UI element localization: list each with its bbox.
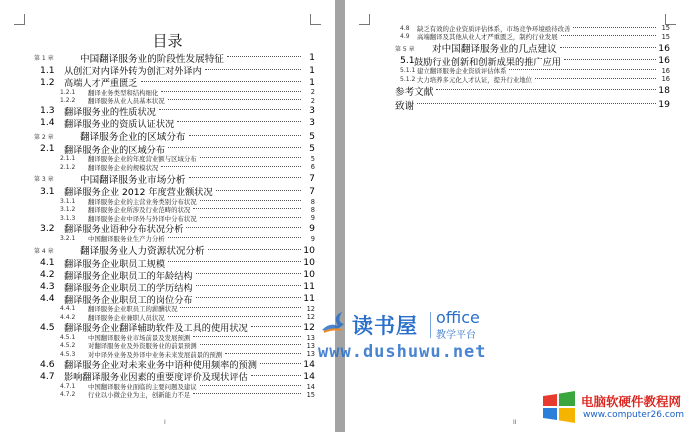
toc-dot-leader (200, 385, 301, 386)
toc-dot-leader (189, 177, 301, 178)
toc-page-number: 12 (306, 304, 315, 313)
toc-entry-number: 2.1 (40, 143, 55, 155)
toc-dot-leader (186, 227, 301, 228)
toc-entry-title: 翻译服务企业职员工的学历结构 (64, 282, 193, 294)
toc-dot-leader (417, 103, 656, 104)
toc-dot-leader (560, 47, 656, 48)
page-number-left: I (164, 419, 166, 426)
toc-entry[interactable] (0, 185, 335, 197)
toc-dot-leader (200, 217, 301, 218)
toc-dot-leader (227, 56, 301, 57)
windows-logo-icon (541, 390, 577, 424)
toc-dot-leader (161, 166, 301, 167)
toc-entry-title: 翻译服务企业中译外与外译中分布状况 (88, 214, 197, 223)
toc-dot-leader (509, 69, 656, 70)
toc-entry-number: 第 3 章 (34, 176, 54, 184)
toc-page-number: 16 (661, 66, 670, 75)
toc-entry[interactable] (0, 222, 335, 234)
toc-entry-title: 翻译服务企业职员工的岗位分布 (64, 294, 193, 306)
toc-entry-number: 3.2.1 (60, 235, 76, 243)
toc-entry-title: 翻译服务业的资质认证状况 (64, 118, 175, 130)
toc-entry[interactable] (0, 76, 335, 88)
toc-page-number: 6 (310, 163, 315, 172)
toc-dot-leader (193, 393, 301, 394)
toc-dot-leader (200, 200, 301, 201)
toc-dot-leader (260, 363, 301, 364)
toc-entry-title: 对翻译服务业及外资服务业的前景预测 (88, 342, 197, 351)
toc-dot-leader (168, 261, 301, 262)
toc-page-number: 7 (309, 185, 315, 197)
toc-entry-number: 1.1 (40, 64, 55, 76)
toc-entry-title: 翻译服务企业的规模状况 (88, 163, 159, 172)
toc-entry-number: 3.1.2 (60, 206, 76, 214)
toc-entry-number: 第 5 章 (395, 45, 415, 53)
toc-entry-title: 参考文献 (395, 86, 434, 98)
toc-page-number: 5 (310, 154, 315, 163)
toc-dot-leader (196, 297, 301, 298)
toc-page-number: 9 (309, 222, 315, 234)
toc-entry-title: 翻译服务企业职员工的薪酬状况 (88, 305, 178, 314)
toc-entry-number: 5.1.1 (400, 67, 416, 75)
toc-page-number: 15 (661, 24, 670, 33)
toc-title: 目录 (152, 32, 183, 50)
toc-page-number: 3 (309, 117, 315, 129)
toc-dot-leader (193, 336, 301, 337)
brand-badge (539, 384, 690, 432)
toc-page-number: 10 (303, 244, 315, 256)
toc-page-number: 18 (658, 85, 670, 97)
toc-entry-title: 高端人才严重匮乏 (64, 78, 138, 89)
toc-page-number: 16 (661, 75, 670, 84)
toc-entry-number: 4.6 (40, 358, 55, 370)
toc-entry-title: 中国翻译服务业市场分析 (80, 174, 186, 186)
toc-entry-number: 4.7.2 (60, 391, 76, 399)
toc-entry-number: 4.8 (400, 24, 410, 32)
toc-entry[interactable] (0, 370, 335, 382)
toc-page-number: 14 (303, 370, 315, 382)
toc-entry-number: 3.1.3 (60, 214, 76, 222)
toc-entry-number: 4.1 (40, 257, 55, 269)
toc-entry-title: 高端翻译及其他从业人才严重匮乏，制约行业发展 (417, 33, 558, 42)
toc-entry-number: 4.9 (400, 33, 410, 41)
toc-entry-number: 4.5.3 (60, 350, 76, 358)
toc-dot-leader (564, 59, 656, 60)
toc-page-number: 3 (309, 105, 315, 117)
toc-entry-title: 中国翻译服务业生产力分析 (88, 235, 165, 244)
toc-entry-title: 对中国翻译服务业的几点建议 (432, 44, 557, 56)
toc-dot-leader (196, 273, 301, 274)
toc-page-number: 14 (303, 358, 315, 370)
watermark-url: www.dushuwu.net (318, 342, 487, 362)
toc-list-right (345, 24, 690, 111)
toc-entry[interactable] (0, 234, 335, 242)
toc-entry-number: 1.4 (40, 117, 55, 129)
toc-entry[interactable] (345, 55, 690, 67)
toc-page-number: 19 (658, 99, 670, 111)
toc-entry-number: 4.7.1 (60, 383, 76, 391)
toc-entry-number: 1.2.2 (60, 97, 76, 105)
brand-name: 电脑软硬件教程网 (581, 394, 682, 409)
toc-page-number: 8 (310, 197, 315, 206)
toc-entry-title: 翻译服务企业翻译辅助软件及工具的使用状况 (64, 323, 248, 335)
toc-entry[interactable] (0, 163, 335, 171)
toc-page-number: 11 (303, 281, 315, 293)
toc-entry-title: 翻译服务企业的年度营业额与区域分布 (88, 155, 197, 164)
toc-dot-leader (200, 344, 301, 345)
toc-page-number: 11 (303, 293, 315, 305)
toc-dot-leader (561, 35, 656, 36)
toc-page-number: 16 (658, 42, 670, 54)
toc-entry-number: 1.2.1 (60, 88, 76, 96)
toc-page-number: 13 (306, 333, 315, 342)
toc-dot-leader (168, 147, 301, 148)
toc-entry-number: 4.5.1 (60, 334, 76, 342)
page-number-right: II (513, 419, 517, 426)
toc-page-number: 2 (310, 88, 315, 97)
brand-url: www.computer26.com (583, 410, 685, 420)
toc-page-number: 14 (306, 382, 315, 391)
toc-chapter-entry[interactable] (345, 98, 690, 111)
toc-entry-number: 4.5 (40, 321, 55, 333)
toc-page-number: 12 (303, 321, 315, 333)
toc-entry[interactable] (0, 143, 335, 155)
toc-entry-title: 翻译服务企业对未来业务中语种使用频率的预测 (64, 360, 257, 372)
toc-page-number: 10 (303, 269, 315, 281)
toc-entry-title: 致谢 (395, 100, 415, 112)
toc-chapter-entry[interactable] (345, 84, 690, 97)
toc-dot-leader (205, 69, 301, 70)
toc-dot-leader (436, 89, 656, 90)
toc-entry-number: 3.2 (40, 222, 55, 234)
toc-entry-number: 4.2 (40, 269, 55, 281)
toc-entry-title: 翻译服务企业的区域分布 (80, 132, 186, 144)
document-page-left (0, 0, 335, 432)
toc-entry-number: 第 1 章 (34, 55, 54, 62)
toc-entry-number: 5.1.2 (400, 75, 416, 83)
toc-entry-title: 翻译服务企业职员工规模 (64, 258, 166, 270)
toc-entry-title: 翻译服务企业的区域分布 (64, 144, 166, 156)
toc-entry-number: 1.3 (40, 105, 55, 117)
crop-mark-top-right (310, 14, 321, 25)
toc-page-number: 15 (306, 390, 315, 399)
toc-entry-number: 第 4 章 (34, 247, 54, 255)
toc-dot-leader (168, 99, 301, 100)
toc-dot-leader (196, 285, 301, 286)
toc-dot-leader (168, 237, 301, 238)
toc-page-number: 10 (303, 257, 315, 269)
toc-page-number: 5 (309, 130, 315, 142)
watermark-subtitle: 教学平台 (436, 330, 476, 341)
toc-entry-title: 翻译服务从业人员基本状况 (88, 97, 165, 106)
toc-dot-leader (180, 307, 301, 308)
document-page-right (345, 0, 690, 432)
toc-entry-title: 缺乏有效的企业资质评估体系，市场竞争环境亟待改善 (417, 24, 571, 33)
toc-dot-leader (535, 78, 656, 79)
toc-entry-number: 4.5.2 (60, 342, 76, 350)
toc-page-number: 1 (309, 52, 315, 63)
toc-dot-leader (177, 121, 301, 122)
toc-entry-title: 翻译服务业的性质状况 (64, 106, 156, 118)
toc-page-number: 13 (306, 350, 315, 359)
toc-entry-number: 4.4 (40, 293, 55, 305)
toc-entry-number: 1.2 (40, 76, 55, 88)
toc-dot-leader (251, 375, 301, 376)
toc-entry-number: 3.1.1 (60, 198, 76, 206)
toc-dot-leader (216, 190, 301, 191)
toc-entry-title: 中国翻译服务业面临的主要问题及建议 (88, 383, 197, 392)
toc-entry-number: 第 2 章 (34, 133, 54, 141)
toc-entry-title: 翻译服务企业所涉及行业范畴的状况 (88, 206, 191, 215)
toc-entry-title: 翻译服务企业职员工的年龄结构 (64, 270, 193, 282)
toc-entry[interactable] (345, 32, 690, 40)
toc-entry-number: 4.3 (40, 281, 55, 293)
toc-entry-number: 2.1.1 (60, 155, 76, 163)
toc-entry-title: 翻译服务企业兼职人员状况 (88, 313, 165, 322)
toc-entry-title: 行业以小微企业为主，创新能力不足 (88, 391, 191, 400)
toc-dot-leader (168, 316, 301, 317)
toc-dot-leader (200, 157, 301, 158)
toc-page-number: 12 (306, 313, 315, 322)
toc-entry-number: 5.1 (400, 55, 415, 67)
toc-page-number: 9 (310, 214, 315, 223)
toc-dot-leader (573, 27, 656, 28)
toc-entry-title: 翻译服务企业 2012 年度营业额状况 (64, 187, 213, 199)
toc-dot-leader (141, 81, 302, 82)
toc-dot-leader (193, 208, 301, 209)
toc-entry-title: 中国翻译服务业市场前景及发展预测 (88, 334, 191, 343)
toc-entry[interactable] (0, 117, 335, 129)
toc-entry-title: 影响翻译服务业因素的重要度评价及现状评估 (64, 372, 248, 384)
toc-entry-number: 4.7 (40, 370, 55, 382)
toc-entry-title: 从创汇对内译外转为创汇对外译内 (64, 66, 202, 77)
toc-entry-number: 4.4.2 (60, 313, 76, 321)
book-logo-icon (318, 308, 348, 338)
toc-page-number: 15 (661, 32, 670, 41)
toc-dot-leader (159, 109, 301, 110)
toc-entry-number: 4.4.1 (60, 305, 76, 313)
toc-entry-title: 翻译业务类型和结构细化 (88, 88, 159, 97)
toc-entry-title: 建立翻译服务企业资质评估体系 (417, 67, 507, 76)
toc-page-number: 1 (309, 64, 315, 76)
toc-page-number: 2 (310, 96, 315, 105)
toc-entry[interactable] (0, 391, 335, 399)
toc-dot-leader (251, 326, 301, 327)
toc-dot-leader (189, 135, 301, 136)
toc-dot-leader (208, 249, 301, 250)
toc-page-number: 1 (309, 76, 315, 88)
toc-entry[interactable] (345, 75, 690, 83)
toc-page-number: 5 (309, 143, 315, 155)
toc-entry-title: 中国翻译服务业的阶段性发展特征 (80, 53, 224, 65)
toc-entry-number: 2.1.2 (60, 163, 76, 171)
toc-list-left (0, 50, 335, 399)
toc-entry-title: 大力培养多元化人才认证，提升行业地位 (417, 75, 533, 84)
toc-dot-leader (225, 353, 301, 354)
watermark (318, 306, 568, 362)
toc-entry[interactable] (0, 293, 335, 305)
toc-entry-title: 翻译服务业语种分布状况分析 (64, 224, 184, 236)
toc-dot-leader (161, 91, 301, 92)
watermark-office: office (436, 308, 480, 327)
toc-entry-title: 翻译服务企业的主营业务类别分布状况 (88, 198, 197, 207)
toc-page-number: 7 (309, 173, 315, 185)
toc-page-number: 16 (658, 55, 670, 67)
toc-page-number: 8 (310, 205, 315, 214)
toc-entry-title: 鼓励行业创新和创新成果的推广应用 (414, 56, 561, 68)
toc-page-number: 13 (306, 341, 315, 350)
watermark-divider (430, 312, 431, 338)
toc-entry-title: 对中译外业务及外译中业务未来发展前景的预测 (88, 350, 223, 359)
toc-entry-title: 翻译服务业人力资源状况分析 (80, 246, 205, 258)
crop-mark-top-left (14, 14, 25, 25)
toc-entry[interactable] (0, 321, 335, 333)
toc-page-number: 9 (310, 234, 315, 243)
toc-entry-number: 3.1 (40, 185, 55, 197)
watermark-name: 读书屋 (352, 314, 418, 338)
